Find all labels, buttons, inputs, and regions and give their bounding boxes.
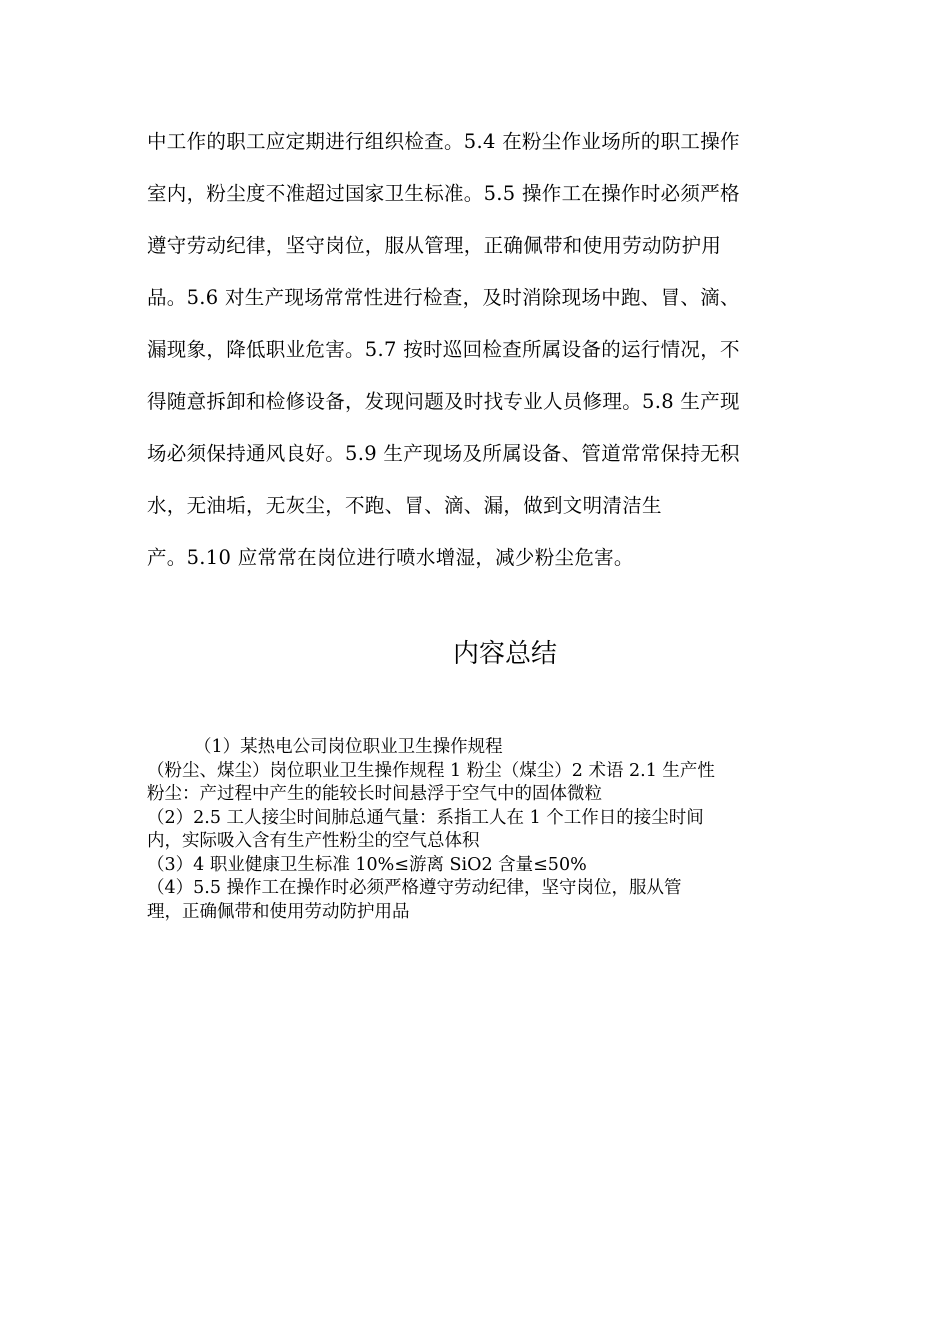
body-line: 遵守劳动纪律，坚守岗位，服从管理，正确佩带和使用劳动防护用	[147, 234, 722, 257]
body-line: 产。5.10 应常常在岗位进行喷水增湿，减少粉尘危害。	[147, 546, 634, 569]
body-paragraph	[147, 116, 807, 584]
summary-line: （2）2.5 工人接尘时间肺总通气量：系指工人在 1 个工作日的接尘时间	[147, 807, 704, 828]
summary-line: 粉尘：产过程中产生的能较长时间悬浮于空气中的固体微粒	[147, 784, 602, 804]
summary-title: 内容总结	[452, 639, 557, 669]
body-line: 品。5.6 对生产现场常常性进行检查，及时消除现场中跑、冒、滴、	[147, 286, 740, 309]
summary-line: （粉尘、煤尘）岗位职业卫生操作规程 1 粉尘（煤尘）2 术语 2.1 生产性	[147, 760, 715, 781]
body-line: 得随意拆卸和检修设备，发现问题及时找专业人员修理。5.8 生产现	[147, 390, 740, 413]
body-line: 漏现象，降低职业危害。5.7 按时巡回检查所属设备的运行情况，不	[147, 338, 740, 361]
body-line: 场必须保持通风良好。5.9 生产现场及所属设备、管道常常保持无积	[147, 442, 740, 465]
body-line: 室内，粉尘度不准超过国家卫生标准。5.5 操作工在操作时必须严格	[147, 182, 740, 205]
summary-section	[147, 736, 827, 924]
summary-line: （3）4 职业健康卫生标准 10%≤游离 SiO2 含量≤50%	[147, 854, 587, 875]
body-line: 水，无油垢，无灰尘，不跑、冒、滴、漏，做到文明清洁生	[147, 494, 662, 517]
summary-line: （4）5.5 操作工在操作时必须严格遵守劳动纪律，坚守岗位，服从管	[147, 878, 682, 898]
summary-line: （1）某热电公司岗位职业卫生操作规程	[194, 737, 503, 757]
body-line: 中工作的职工应定期进行组织检查。5.4 在粉尘作业场所的职工操作	[147, 130, 740, 153]
summary-line: 内，实际吸入含有生产性粉尘的空气总体积	[147, 831, 480, 851]
summary-line: 理，正确佩带和使用劳动防护用品	[147, 901, 410, 922]
